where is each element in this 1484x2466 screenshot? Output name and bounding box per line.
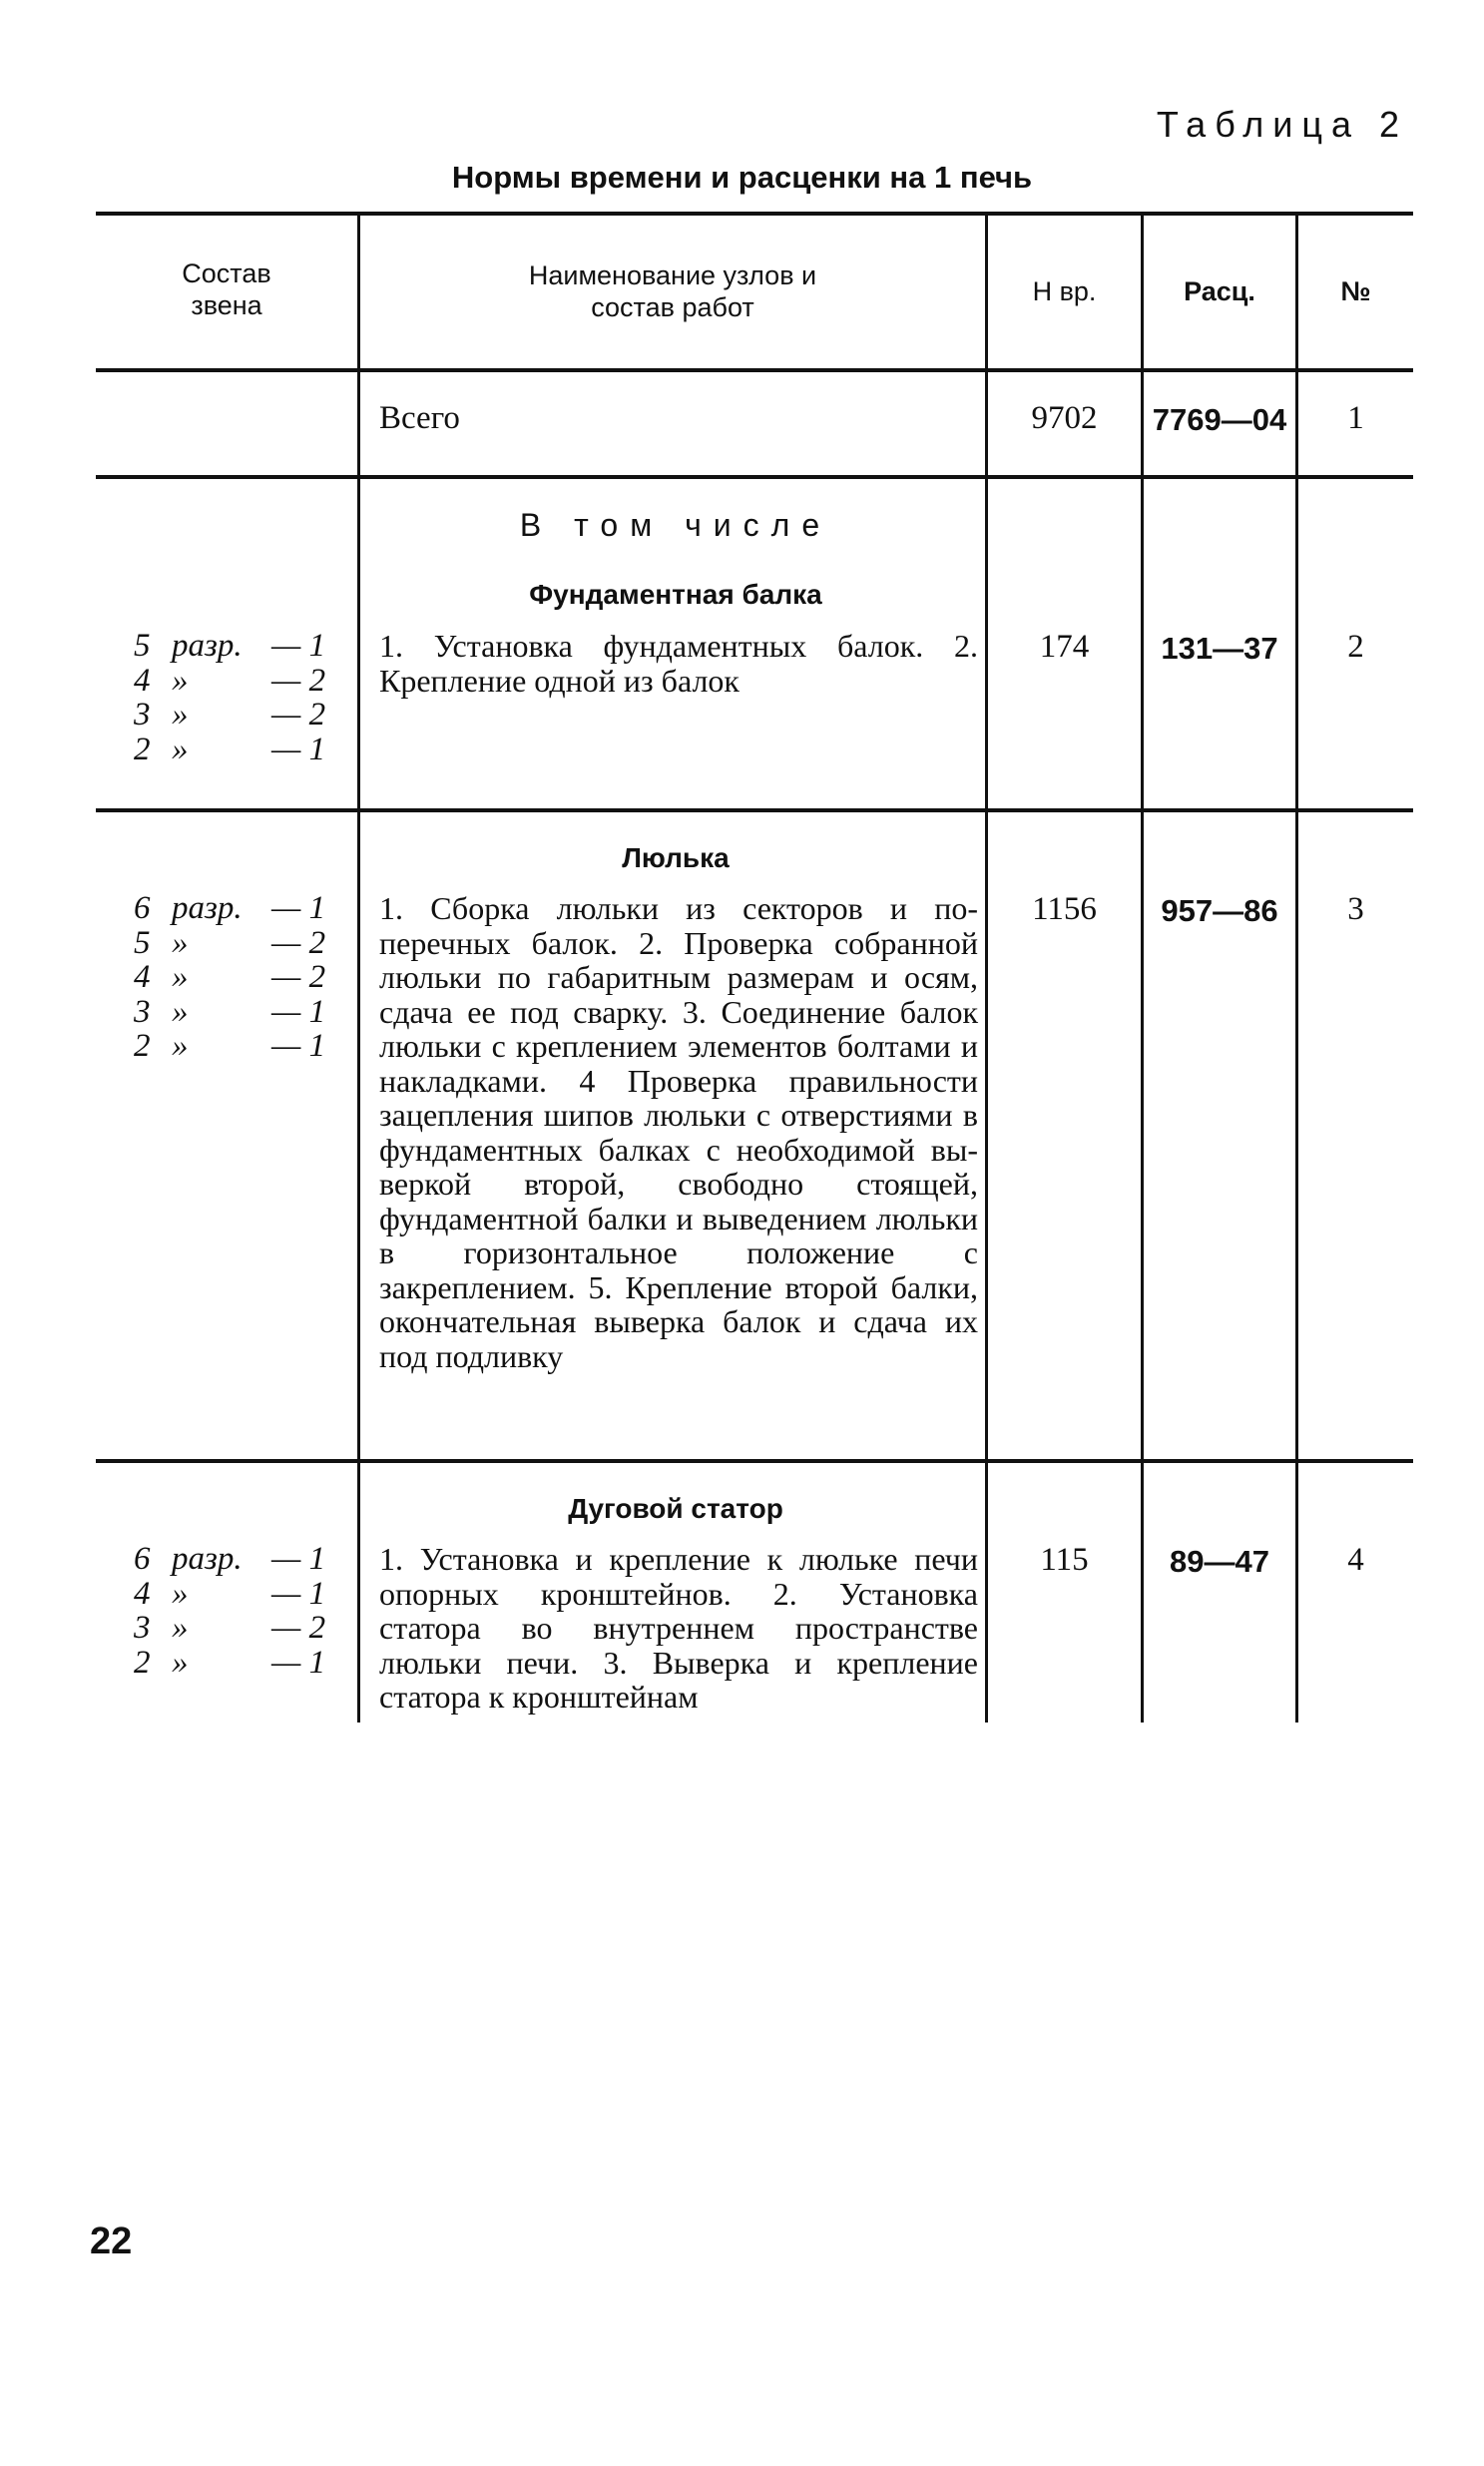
crew-composition-cradle: [134, 891, 333, 1064]
section1-bottom-rule: [96, 808, 1413, 812]
page-number: 22: [90, 2220, 133, 2262]
table-label: Таблица 2: [1156, 104, 1408, 145]
norm-foundation-beam: 174: [1039, 629, 1090, 665]
header-rate: Расц.: [1184, 276, 1255, 306]
rate-arc-stator: 89—47: [1170, 1544, 1269, 1579]
col-divider-norm: [1141, 212, 1144, 1723]
header-crew: Состав звена: [182, 258, 271, 320]
table-title: Нормы времени и расценки на 1 печь: [451, 160, 1033, 195]
work-description-foundation-beam: 1. Установка фундаментных балок. 2. Крепление одной из балок: [379, 628, 978, 699]
crew-row: 4 » — 1: [134, 1575, 326, 1612]
section-title-foundation-beam: Фундаментная балка: [529, 579, 822, 610]
crew-row: 4 » — 2: [134, 959, 326, 995]
total-rate: 7769—04: [1152, 402, 1287, 437]
header-norm: Н вр.: [1032, 276, 1097, 306]
crew-composition-foundation-beam: [134, 629, 333, 766]
including-heading: В том числе: [519, 507, 832, 543]
header-name: Наименование узлов и состав работ: [528, 260, 817, 322]
total-bottom-rule: [96, 475, 1413, 479]
col-divider-rate: [1295, 212, 1298, 1723]
rate-cradle: 957—86: [1161, 893, 1278, 928]
total-number: 1: [1347, 400, 1364, 436]
table-top-rule: [96, 212, 1413, 216]
header-number: №: [1340, 276, 1371, 306]
crew-row: 3 » — 2: [134, 697, 326, 733]
number-cradle: 3: [1347, 891, 1364, 927]
section2-bottom-rule: [96, 1459, 1413, 1463]
rate-foundation-beam: 131—37: [1161, 631, 1278, 666]
crew-row: 5 » — 2: [134, 924, 326, 961]
norm-arc-stator: 115: [1040, 1542, 1089, 1578]
crew-row: 5 разр. — 1: [134, 628, 326, 664]
norm-cradle: 1156: [1032, 891, 1097, 927]
crew-row: 3 » — 1: [134, 993, 326, 1030]
crew-row: 2 » — 1: [134, 731, 326, 767]
crew-row: 6 разр. — 1: [134, 890, 326, 926]
crew-row: 6 разр. — 1: [134, 1541, 326, 1577]
col-divider-crew: [357, 212, 360, 1723]
work-description-cradle: 1. Сборка люльки из секторов и поперечных балок. 2. Проверка собранной люльки по габаритным размерам и осям, сдача ее под сварку. 3. Соединение балок люльки с креплением элементов болтами и накладками. 4 Проверка правильности зацепления шипов люльки с отверстиями в фундаментных балках с необходимой выверкой второй, свободно стоящей, фундаментной балки и выведением люльки в горизонтальное положение с закреплением. 5. Крепление второй балки, окончательная выверка балок и сдача их под подливку: [379, 890, 978, 1374]
number-arc-stator: 4: [1347, 1542, 1364, 1578]
crew-row: 2 » — 1: [134, 1028, 326, 1064]
work-description-arc-stator: 1. Установка и крепление к люльке печи опорных кронштейнов. 2. Установка статора во внутреннем пространстве люльки печи. 3. Выверка и крепление статора к кронштейнам: [379, 1541, 978, 1715]
crew-composition-arc-stator: [134, 1542, 333, 1680]
total-norm: 9702: [1031, 400, 1098, 436]
crew-row: 4 » — 2: [134, 662, 326, 699]
section-title-arc-stator: Дуговой статор: [568, 1493, 783, 1524]
header-bottom-rule: [96, 368, 1413, 372]
number-foundation-beam: 2: [1347, 629, 1364, 665]
section-title-cradle: Люлька: [622, 842, 730, 873]
total-name: Всего: [379, 400, 460, 436]
crew-row: 3 » — 2: [134, 1610, 326, 1646]
crew-row: 2 » — 1: [134, 1644, 326, 1681]
